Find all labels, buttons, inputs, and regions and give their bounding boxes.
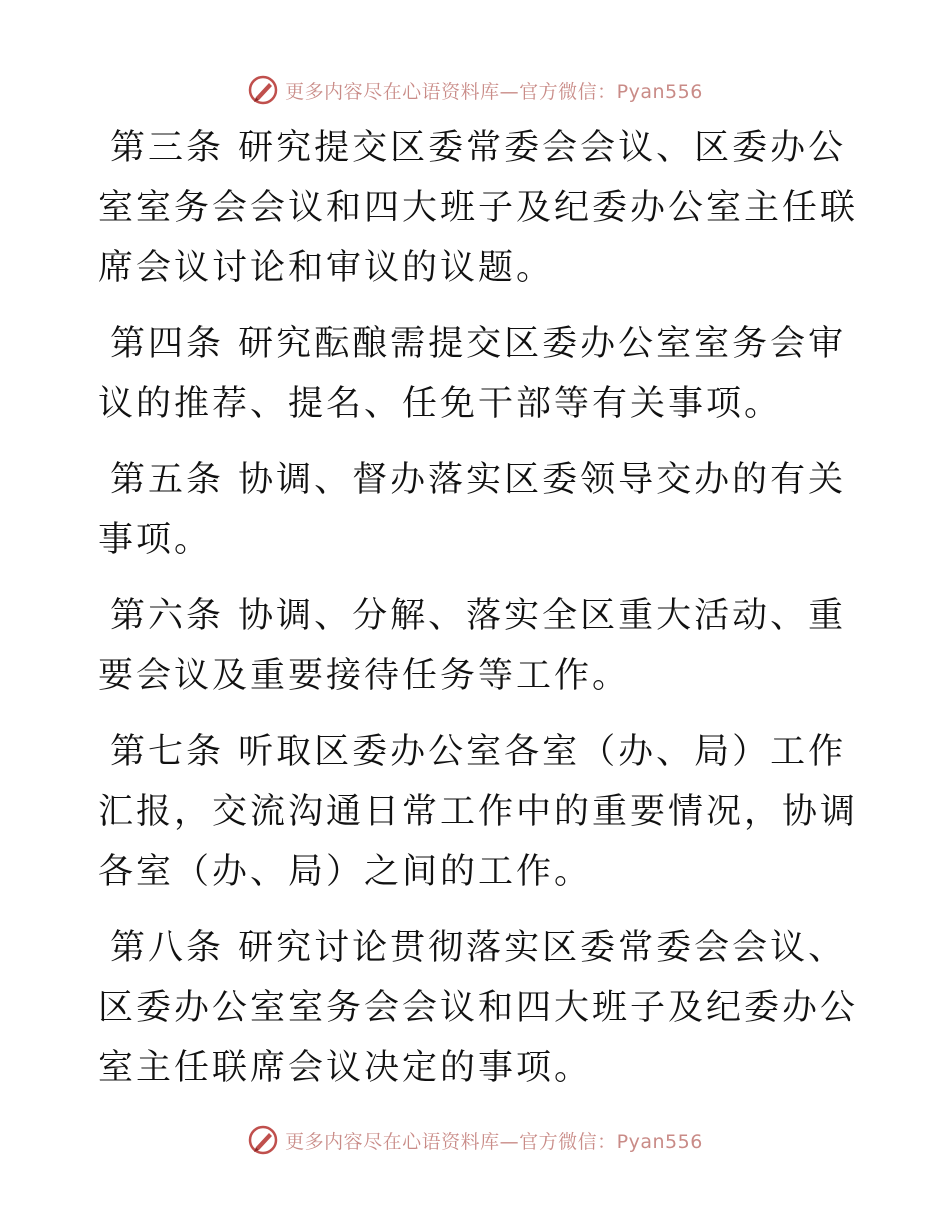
pen-logo-icon (247, 1124, 279, 1156)
article-6: 第六条 协调、分解、落实全区重大活动、重要会议及重要接待任务等工作。 (98, 596, 847, 696)
watermark-text: 更多内容尽在心语资料库—官方微信：Pyan556 (285, 1130, 703, 1153)
watermark-text: 更多内容尽在心语资料库—官方微信：Pyan556 (285, 80, 703, 103)
article-3: 第三条 研究提交区委常委会会议、区委办公室室务会会议和四大班子及纪委办公室主任联席会议讨论和审议的议题。 (98, 128, 859, 288)
article-5: 第五条 协调、督办落实区委领导交办的有关事项。 (98, 460, 847, 560)
article-8: 第八条 研究讨论贯彻落实区委常委会会议、区委办公室室务会会议和四大班子及纪委办公室主任联席会议决定的事项。 (98, 928, 859, 1088)
footer-watermark (0, 1120, 950, 1160)
article-4: 第四条 研究酝酿需提交区委办公室室务会审议的推荐、提名、任免干部等有关事项。 (98, 324, 847, 424)
pen-logo-icon (247, 74, 279, 106)
document-body (98, 118, 858, 1114)
header-watermark (0, 70, 950, 110)
article-7: 第七条 听取区委办公室各室（办、局）工作汇报，交流沟通日常工作中的重要情况，协调各室（办、局）之间的工作。 (98, 732, 859, 892)
